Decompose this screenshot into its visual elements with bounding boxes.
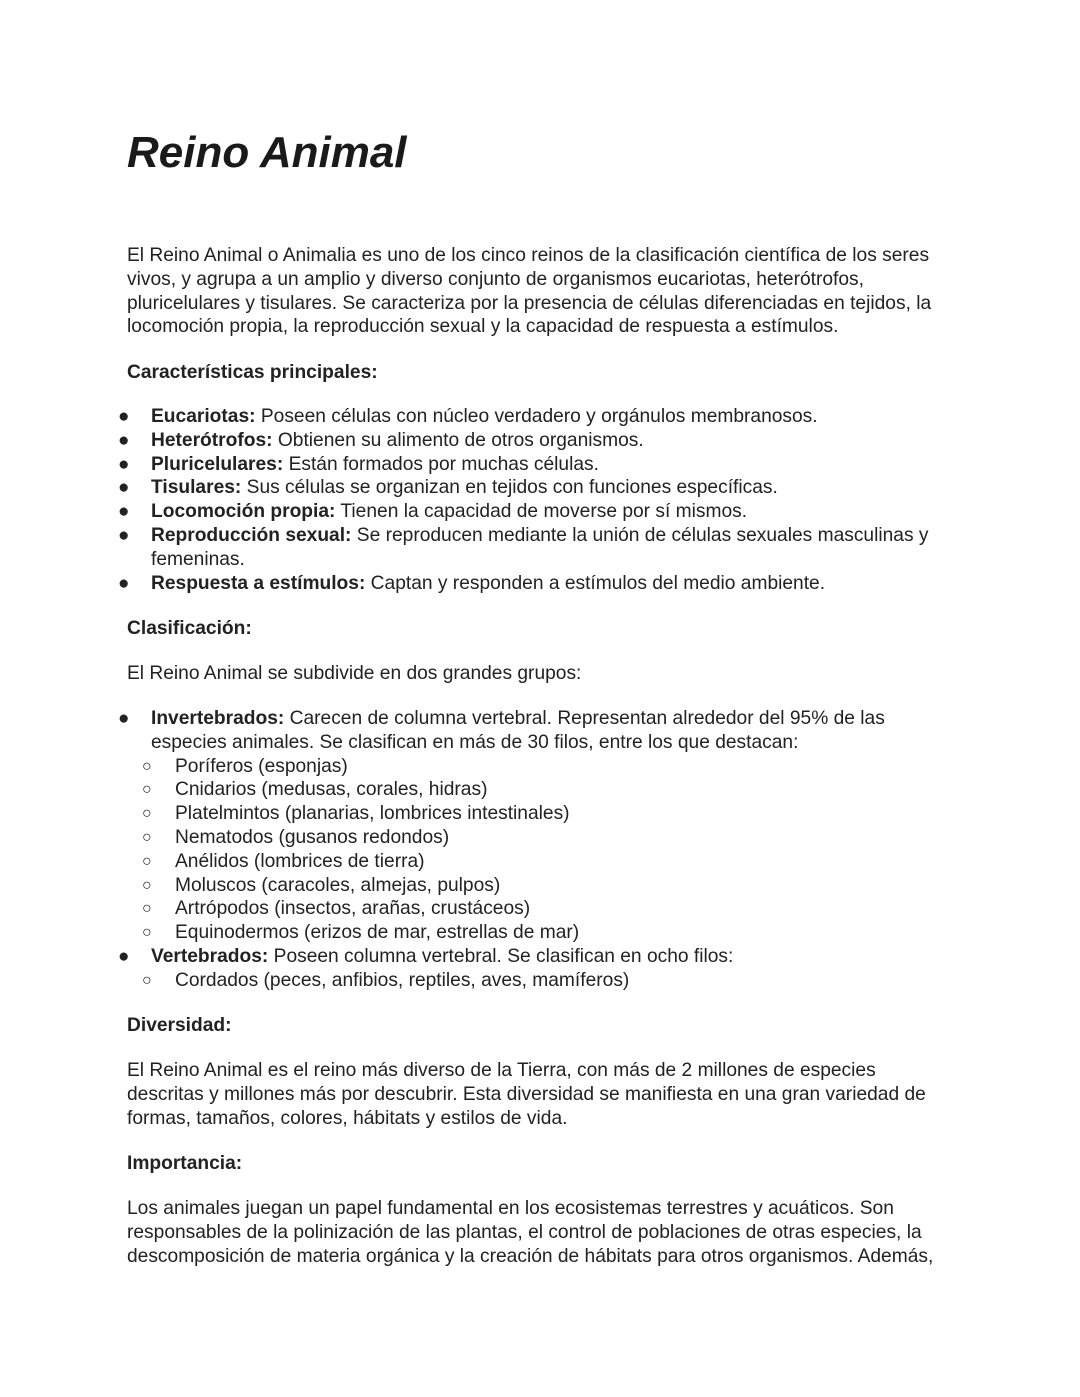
list-item: ● Pluricelulares: Están formados por muchas células. <box>118 453 599 475</box>
hollow-bullet-icon: ○ <box>142 876 152 894</box>
importance-heading: Importancia: <box>127 1153 243 1174</box>
hollow-bullet-icon: ○ <box>142 781 152 799</box>
list-item-invertebrados: ● Invertebrados: Carecen de columna vertebral. Representan alrededor del 95% de las especies animales. Se clasifican en más de 30 filos, entre los que destacan: <box>118 708 885 753</box>
list-item: ● Heterótrofos: Obtienen su alimento de otros organismos. <box>118 429 644 451</box>
page-title: Reino Animal <box>127 128 407 177</box>
bullet-icon: ● <box>118 477 130 499</box>
hollow-bullet-icon: ○ <box>142 828 152 846</box>
sub-list-item: ○ Cordados (peces, anfibios, reptiles, aves, mamíferos) <box>142 969 630 991</box>
classification-intro: El Reino Animal se subdivide en dos grandes grupos: <box>127 663 582 684</box>
importance-paragraph: Los animales juegan un papel fundamental en los ecosistemas terrestres y acuáticos. Son responsables de la polinización de las plantas, el control de poblaciones de otras especies, la descomposición de materia orgánica y la creación de hábitats para otros organismos. Además, <box>127 1198 934 1267</box>
hollow-bullet-icon: ○ <box>142 757 152 775</box>
diversity-paragraph: El Reino Animal es el reino más diverso de la Tierra, con más de 2 millones de especies descritas y millones más por descubrir. Esta diversidad se manifiesta en una gran variedad de formas, tamaños, colores, hábitats y estilos de vida. <box>127 1060 926 1129</box>
characteristics-list <box>0 405 1000 595</box>
hollow-bullet-icon: ○ <box>142 900 152 918</box>
sub-list-item: ○ Moluscos (caracoles, almejas, pulpos) <box>142 874 501 896</box>
list-item-vertebrados: ● Vertebrados: Poseen columna vertebral. Se clasifican en ocho filos: <box>118 945 734 967</box>
bullet-icon: ● <box>118 453 130 475</box>
sub-list-item: ○ Anélidos (lombrices de tierra) <box>142 850 425 872</box>
bullet-icon: ● <box>118 406 130 427</box>
list-item: ● Eucariotas: Poseen células con núcleo verdadero y orgánulos membranosos. <box>118 406 818 427</box>
list-item: ● Reproducción sexual: Se reproducen mediante la unión de células sexuales masculinas y femeninas. <box>118 524 929 570</box>
hollow-bullet-icon: ○ <box>142 971 152 989</box>
hollow-bullet-icon: ○ <box>142 805 152 823</box>
classification-list <box>0 707 1000 993</box>
sub-list-item: ○ Equinodermos (erizos de mar, estrellas de mar) <box>142 922 580 944</box>
bullet-icon: ● <box>118 429 130 451</box>
bullet-icon: ● <box>118 572 130 594</box>
sub-list-item: ○ Nematodos (gusanos redondos) <box>142 826 450 848</box>
sub-list-item: ○ Cnidarios (medusas, corales, hidras) <box>142 779 488 801</box>
intro-paragraph: El Reino Animal o Animalia es uno de los cinco reinos de la clasificación científica de los seres vivos, y agrupa a un amplio y diverso conjunto de organismos eucariotas, heterótrofos, pluricelulares y tisulares. Se caracteriza por la presencia de células diferenciadas en tejidos, la locomoción propia, la reproducción sexual y la capacidad de respuesta a estímulos. <box>127 245 932 338</box>
list-item: ● Tisulares: Sus células se organizan en tejidos con funciones específicas. <box>118 477 778 499</box>
hollow-bullet-icon: ○ <box>142 924 152 942</box>
hollow-bullet-icon: ○ <box>142 852 152 870</box>
diversity-heading: Diversidad: <box>127 1015 232 1036</box>
sub-list-item: ○ Poríferos (esponjas) <box>142 755 348 777</box>
bullet-icon: ● <box>118 524 130 546</box>
bullet-icon: ● <box>118 708 130 729</box>
list-item: ● Respuesta a estímulos: Captan y responden a estímulos del medio ambiente. <box>118 572 826 594</box>
bullet-icon: ● <box>118 945 130 967</box>
classification-heading: Clasificación: <box>127 618 252 639</box>
sub-list-item: ○ Platelmintos (planarias, lombrices intestinales) <box>142 803 570 825</box>
bullet-icon: ● <box>118 501 130 523</box>
sub-list-item: ○ Artrópodos (insectos, arañas, crustáceos) <box>142 898 531 920</box>
list-item: ● Locomoción propia: Tienen la capacidad de moverse por sí mismos. <box>118 501 748 523</box>
characteristics-heading: Características principales: <box>127 362 378 383</box>
